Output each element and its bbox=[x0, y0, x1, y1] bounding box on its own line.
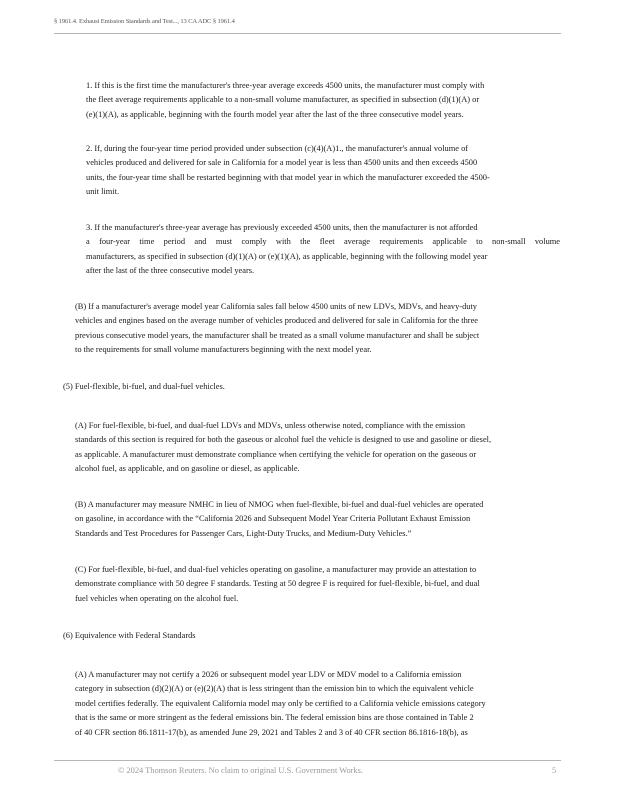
text-line: 2. If, during the four-year time period provided under subsection (c)(4)(A)1., the manufacturer's annual volume of bbox=[86, 144, 469, 153]
text-line: on gasoline, in accordance with the “California 2026 and Subsequent Model Year Criteria Pollutant Exhaust Emission bbox=[75, 514, 471, 524]
paragraph-c4b bbox=[75, 300, 561, 358]
footer-divider bbox=[54, 760, 561, 761]
text-line: as applicable. A manufacturer must demonstrate compliance when certifying the vehicle for operation on the gaseous or bbox=[75, 449, 477, 459]
paragraph-c5b bbox=[75, 498, 561, 541]
copyright-notice: © 2024 Thomson Reuters. No claim to original U.S. Government Works. bbox=[118, 766, 363, 775]
text-line: of 40 CFR section 86.1811-17(b), as amended June 29, 2021 and Tables 2 and 3 of 40 CFR section 86.1816-18(b), as bbox=[75, 727, 468, 737]
text-line: a four-year time period and must comply with the fleet average requirements applicable to non-small volume bbox=[86, 237, 560, 247]
text-line: vehicles and engines based on the average number of vehicles produced and delivered for sale in California for the three bbox=[75, 316, 479, 326]
paragraph-c6a bbox=[75, 668, 561, 740]
header-divider bbox=[54, 33, 561, 34]
text-line: the fleet average requirements applicable to a non-small volume manufacturer, as specified in subsection (d)(1)(A) or bbox=[86, 95, 480, 105]
text-line: (e)(1)(A), as applicable, beginning with the fourth model year after the last of the three consecutive model years. bbox=[86, 109, 464, 119]
text-line: to the requirements for small volume manufacturers beginning with the next model year. bbox=[75, 345, 372, 355]
text-line: model certifies federally. The equivalent California model may only be certified to a California vehicle emissions category bbox=[75, 698, 486, 708]
text-line: that is the same or more stringent as the federal emissions bin. The federal emission bins are those contained in Table 2 bbox=[75, 713, 474, 723]
page-number: 5 bbox=[552, 766, 557, 775]
text-line: (A) A manufacturer may not certify a 2026 or subsequent model year LDV or MDV model to a California emission bbox=[75, 670, 462, 679]
text-line: Standards and Test Procedures for Passenger Cars, Light-Duty Trucks, and Medium-Duty Vehicles.” bbox=[75, 528, 412, 538]
text-line: previous consecutive model years, the manufacturer shall be treated as a small volume manufacturer and shall be subject bbox=[75, 330, 480, 340]
paragraph-c5a bbox=[75, 419, 575, 477]
paragraph-c5c bbox=[75, 563, 561, 606]
text-line: demonstrate compliance with 50 degree F standards. Testing at 50 degree F is required for fuel-flexible, bi-fuel, and dual bbox=[75, 579, 480, 589]
paragraph-c4a1 bbox=[86, 79, 560, 122]
paragraph-c4a3 bbox=[86, 221, 560, 279]
text-line: (A) For fuel-flexible, bi-fuel, and dual-fuel LDVs and MDVs, unless otherwise noted, compliance with the emission bbox=[75, 421, 466, 430]
paragraph-c4a2 bbox=[86, 142, 560, 200]
heading-line: (5) Fuel-flexible, bi-fuel, and dual-fuel vehicles. bbox=[63, 382, 225, 391]
text-line: 1. If this is the first time the manufacturer's three-year average exceeds 4500 units, the manufacturer must comply with bbox=[86, 81, 485, 90]
section-heading-c6 bbox=[63, 629, 196, 643]
text-line: (C) For fuel-flexible, bi-fuel, and dual-fuel vehicles operating on gasoline, a manufacturer may provide an attestation to bbox=[75, 565, 477, 574]
text-line: vehicles produced and delivered for sale in California for a model year is less than 4500 units and then exceeds 4500 bbox=[86, 158, 478, 168]
text-line: after the last of the three consecutive model years. bbox=[86, 266, 255, 276]
heading-line: (6) Equivalence with Federal Standards bbox=[63, 631, 196, 640]
text-line: (B) A manufacturer may measure NMHC in lieu of NMOG when fuel-flexible, bi-fuel and dual-fuel vehicles are operated bbox=[75, 500, 484, 509]
text-line: 3. If the manufacturer's three-year average has previously exceeded 4500 units, then the manufacturer is not afforded bbox=[86, 223, 478, 232]
text-line: unit limit. bbox=[86, 187, 120, 197]
text-line: category in subsection (d)(2)(A) or (e)(2)(A) that is less stringent than the emission bin to which the equivalent vehicle bbox=[75, 684, 474, 694]
text-line: manufacturers, as specified in subsection (d)(1)(A) or (e)(1)(A), as applicable, beginning with the following model year bbox=[86, 251, 488, 261]
text-line: alcohol fuel, as applicable, and on gasoline or diesel, as applicable. bbox=[75, 464, 300, 474]
text-line: units, the four-year time shall be restarted beginning with that model year in which the manufacturer exceeded the 4500- bbox=[86, 172, 490, 182]
text-line: fuel vehicles when operating on the alcohol fuel. bbox=[75, 593, 239, 603]
text-line: standards of this section is required for both the gaseous or alcohol fuel the vehicle is designed to use and gasoline or diesel, bbox=[75, 435, 492, 445]
text-line: (B) If a manufacturer's average model year California sales fall below 4500 units of new LDVs, MDVs, and heavy-duty bbox=[75, 302, 477, 311]
running-header: § 1961.4. Exhaust Emission Standards and Test..., 13 CA ADC § 1961.4 bbox=[54, 18, 235, 25]
section-heading-c5 bbox=[63, 380, 225, 394]
